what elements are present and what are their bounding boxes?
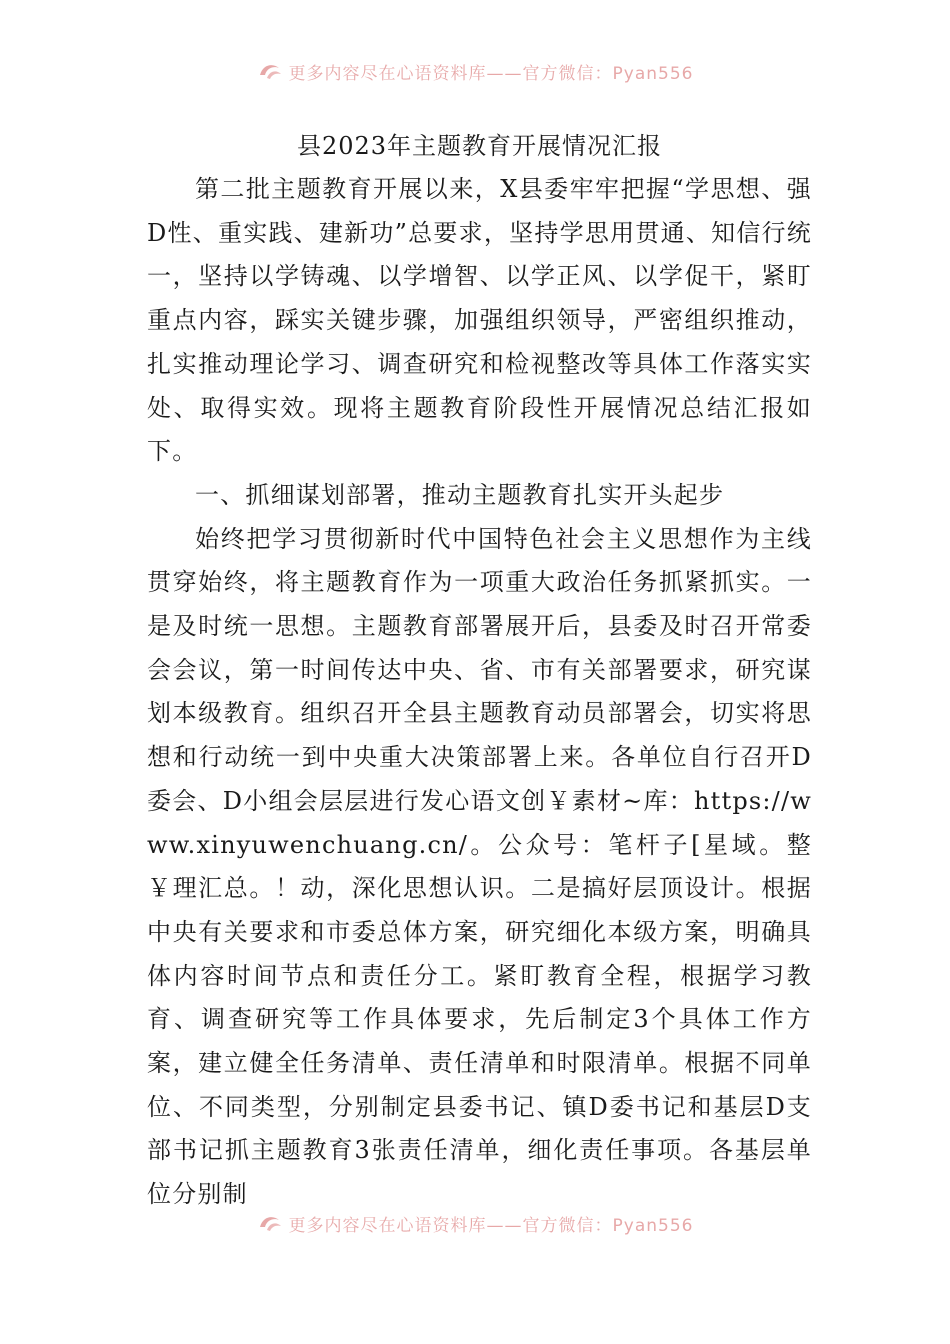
document-title: 县2023年主题教育开展情况汇报 — [296, 132, 663, 160]
watermark-footer — [0, 1208, 950, 1238]
intro-paragraph: 第二批主题教育开展以来，X县委牢牢把握“学思想、强D性、重实践、建新功”总要求，坚持学思用贯通、知信行统一，坚持以学铸魂、以学增智、以学正风、以学促干，紧盯重点内容，踩实关键步骤，加强组织领导，严密组织推动，扎实推动理论学习、调查研究和检视整改等具体工作落实实处、取得实效。现将主题教育阶段性开展情况总结汇报如下。 — [147, 175, 812, 466]
section-1-body: 始终把学习贯彻新时代中国特色社会主义思想作为主线贯穿始终，将主题教育作为一项重大政治任务抓紧抓实。一是及时统一思想。主题教育部署展开后，县委及时召开常委会会议，第一时间传达中央、省、市有关部署要求，研究谋划本级教育。组织召开全县主题教育动员部署会，切实将思想和行动统一到中央重大决策部署上来。各单位自行召开D委会、D小组会层层进行发心语文创￥素材~库：https://www.xinyuwenchuang.cn/。公众号：笔杆子[星域。整￥理汇总。！动，深化思想认识。二是搞好层顶设计。根据中央有关要求和市委总体方案，研究细化本级方案，明确具体内容时间节点和责任分工。紧盯教育全程，根据学习教育、调查研究等工作具体要求，先后制定3个具体工作方案，建立健全任务清单、责任清单和时限清单。根据不同单位、不同类型，分别制定县委书记、镇D委书记和基层D支部书记抓主题教育3张责任清单，细化责任事项。各基层单位分别制 — [147, 524, 812, 1209]
watermark-header — [0, 56, 950, 86]
watermark-logo-icon — [257, 1212, 283, 1234]
section-1-heading: 一、抓细谋划部署，推动主题教育扎实开头起步 — [195, 480, 725, 509]
watermark-text: 更多内容尽在心语资料库——官方微信：Pyan556 — [288, 63, 694, 84]
watermark-logo-icon — [257, 60, 283, 82]
watermark-text: 更多内容尽在心语资料库——官方微信：Pyan556 — [288, 1215, 694, 1236]
document-page — [147, 124, 812, 1217]
